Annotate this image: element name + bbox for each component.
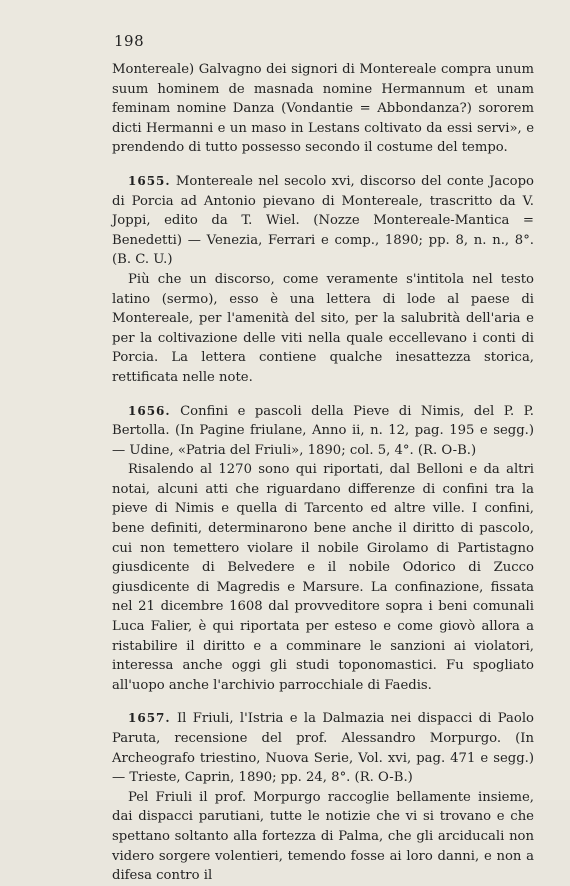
page-number: 198 <box>114 32 145 50</box>
entry-1657-body: Pel Friuli il prof. Morpurgo raccoglie bellamente insieme, dai dispacci parutiani, tutte le notizie che vi si trovano e che spettano soltanto alla fortezza di Palma, che gli arciducali non videro sorgere volentieri, temendo fosse ai loro danni, e non a difesa contro il <box>112 789 534 884</box>
entry-1656-body: Risalendo al 1270 sono qui riportati, dal Belloni e da altri notai, alcuni atti che riguardano differenze di confini tra la pieve di Nimis e quella di Tarcento ed altre ville. I confini, bene definiti, determinarono bene anche il diritto di pascolo, cui non temettero violare il nobile Girolamo di Partistagno giusdicente di Belvedere e il nobile Odorico di Zucco giusdicente di Magredis e Marsure. La confinazione, fissata nel 21 dicembre 1608 dal provveditore sopra i beni comunali Luca Falier, è qui riportata per esteso e come giovò allora a ristabilire il diritto e a comminare le sanzioni ai violatori, interessa anche oggi gli studi toponomastici. Fu spogliato all'uopo anche l'archivio parrocchiale di Faedis. <box>112 462 534 693</box>
entry-number: 1655. <box>128 173 171 188</box>
entry-title: Confini e pascoli della Pieve di Nimis, del P. P. Bertolla. (In Pagine friulane, Anno ii, n. 12, pag. 195 e segg.) — Udine, «Patria del Friuli», 1890; col. 5, 4°. (R. O-B.) <box>112 403 534 458</box>
entry-title: Il Friuli, l'Istria e la Dalmazia nei dispacci di Paolo Paruta, recensione del prof. Alessandro Morpurgo. (In Archeografo triestino, Nuova Serie, Vol. xvi, pag. 471 e segg.) — Trieste, Caprin, 1890; pp. 24, 8°. (R. O-B.) <box>112 711 534 786</box>
entry-1655-body: Più che un discorso, come veramente s'intitola nel testo latino (sermo), esso è una lettera di lode al paese di Montereale, per l'amenità del sito, per la salubrità dell'aria e per la coltivazione delle viti nella quale eccellevano i conti di Porcia. La lettera contiene qualche inesattezza storica, rettificata nelle note. <box>112 271 534 385</box>
intro-paragraph: Montereale) Galvagno dei signori di Montereale compra unum suum hominem de masnada nomine Hermannum et unam feminam nomine Danza (Vondantie = Abbondanza?) sororem dicti Hermanni e un maso in Lestans coltivato da essi servi», e prendendo di tutto possesso secondo il costume del tempo. <box>112 62 534 156</box>
entry-1655-heading <box>112 172 534 270</box>
entry-1656-heading <box>112 402 534 461</box>
page-text <box>112 60 534 886</box>
entry-number: 1656. <box>128 403 171 418</box>
entry-1657-heading <box>112 709 534 787</box>
entry-title: Montereale nel secolo xvi, discorso del conte Jacopo di Porcia ad Antonio pievano di Montereale, trascritto da V. Joppi, edito da T. Wiel. (Nozze Montereale-Mantica = Benedetti) — Venezia, Ferrari e comp., 1890; pp. 8, n. n., 8°. (B. C. U.) <box>112 173 535 268</box>
entry-number: 1657. <box>128 711 171 726</box>
